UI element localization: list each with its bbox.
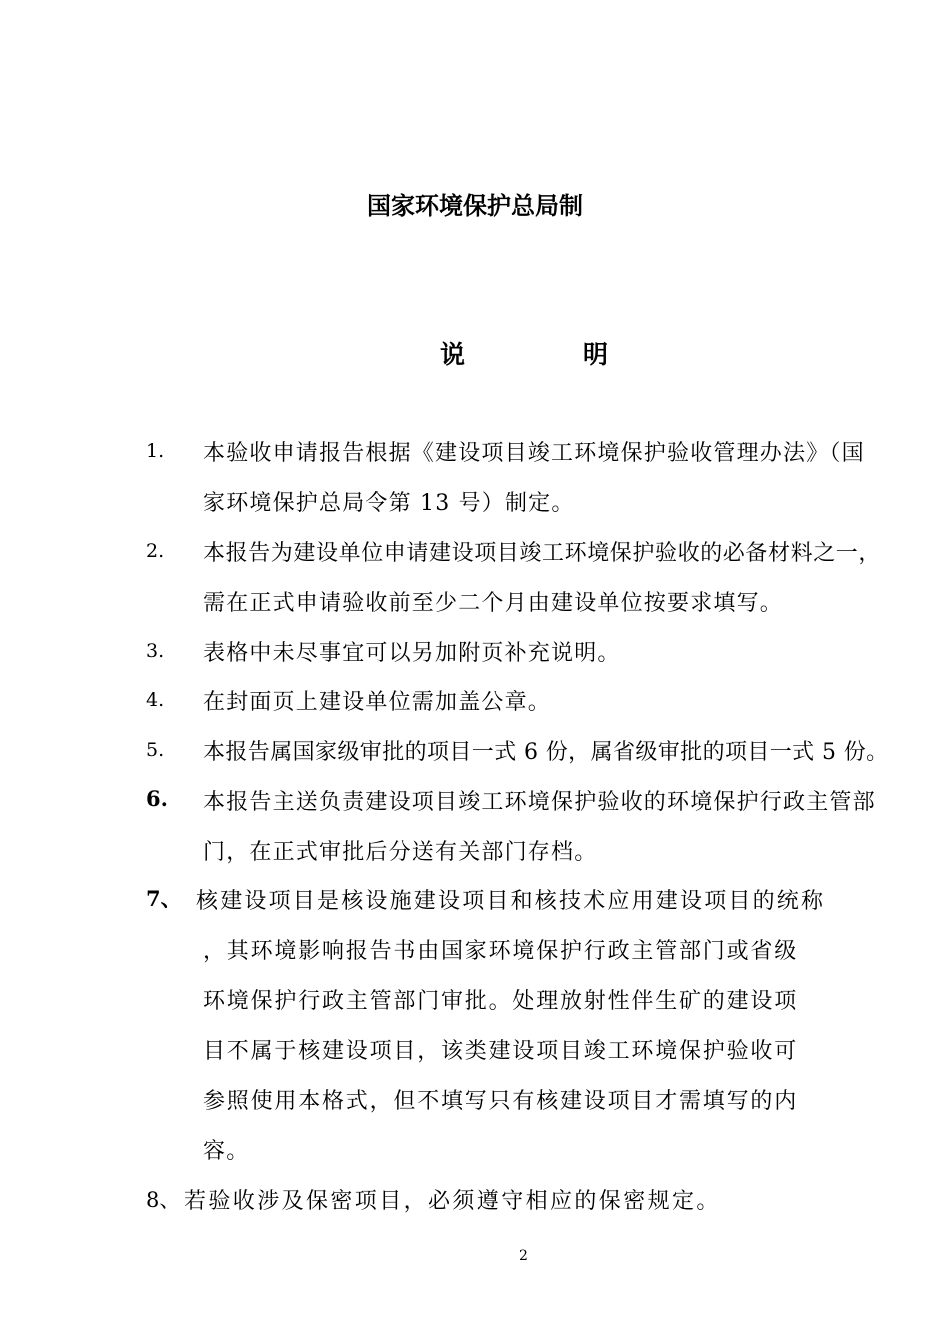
issuer-title: 国家环境保护总局制 xyxy=(367,192,583,220)
item-6-line-2: 门，在正式审批后分送有关部门存档。 xyxy=(203,840,598,865)
item-2-line-1: 本报告为建设单位申请建设项目竣工环境保护验收的必备材料之一， xyxy=(203,541,882,566)
page-number: 2 xyxy=(519,1248,528,1264)
item-8-line-1: 若验收涉及保密项目，必须遵守相应的保密规定。 xyxy=(184,1189,721,1214)
item-7-line-4: 目不属于核建设项目，该类建设项目竣工环境保护验收可 xyxy=(203,1039,799,1064)
item-number-5: 5. xyxy=(146,739,165,761)
item-number-1: 1. xyxy=(146,440,165,462)
item-7-line-3: 环境保护行政主管部门审批。处理放射性伴生矿的建设项 xyxy=(203,989,799,1014)
item-number-3: 3. xyxy=(146,640,165,662)
section-title-left: 说 xyxy=(439,340,465,369)
item-7-line-5: 参照使用本格式，但不填写只有核建设项目才需填写的内 xyxy=(203,1089,799,1114)
item-4-line-1: 在封面页上建设单位需加盖公章。 xyxy=(203,690,552,715)
item-number-4: 4. xyxy=(146,689,165,711)
item-6-line-1: 本报告主送负责建设项目竣工环境保护验收的环境保护行政主管部 xyxy=(203,790,876,815)
item-7-line-2: ，其环境影响报告书由国家环境保护行政主管部门或省级 xyxy=(203,939,799,964)
item-7-line-1: 核建设项目是核设施建设项目和核技术应用建设项目的统称 xyxy=(196,889,826,914)
item-number-2: 2. xyxy=(146,540,165,562)
item-3-line-1: 表格中未尽事宜可以另加附页补充说明。 xyxy=(203,641,621,666)
item-2-line-2: 需在正式申请验收前至少二个月由建设单位按要求填写。 xyxy=(203,591,784,616)
section-title xyxy=(0,335,950,371)
item-number-7: 7、 xyxy=(146,886,182,911)
section-title-right: 明 xyxy=(583,340,609,369)
item-number-8: 8、 xyxy=(146,1188,181,1212)
item-1-line-1: 本验收申请报告根据《建设项目竣工环境保护验收管理办法》（国 xyxy=(203,441,865,466)
item-number-6: 6. xyxy=(146,786,168,811)
item-7-line-6: 容。 xyxy=(203,1139,250,1164)
item-5-line-1: 本报告属国家级审批的项目一式 6 份，属省级审批的项目一式 5 份。 xyxy=(203,740,889,765)
item-1-line-2: 家环境保护总局令第 13 号）制定。 xyxy=(203,491,575,516)
